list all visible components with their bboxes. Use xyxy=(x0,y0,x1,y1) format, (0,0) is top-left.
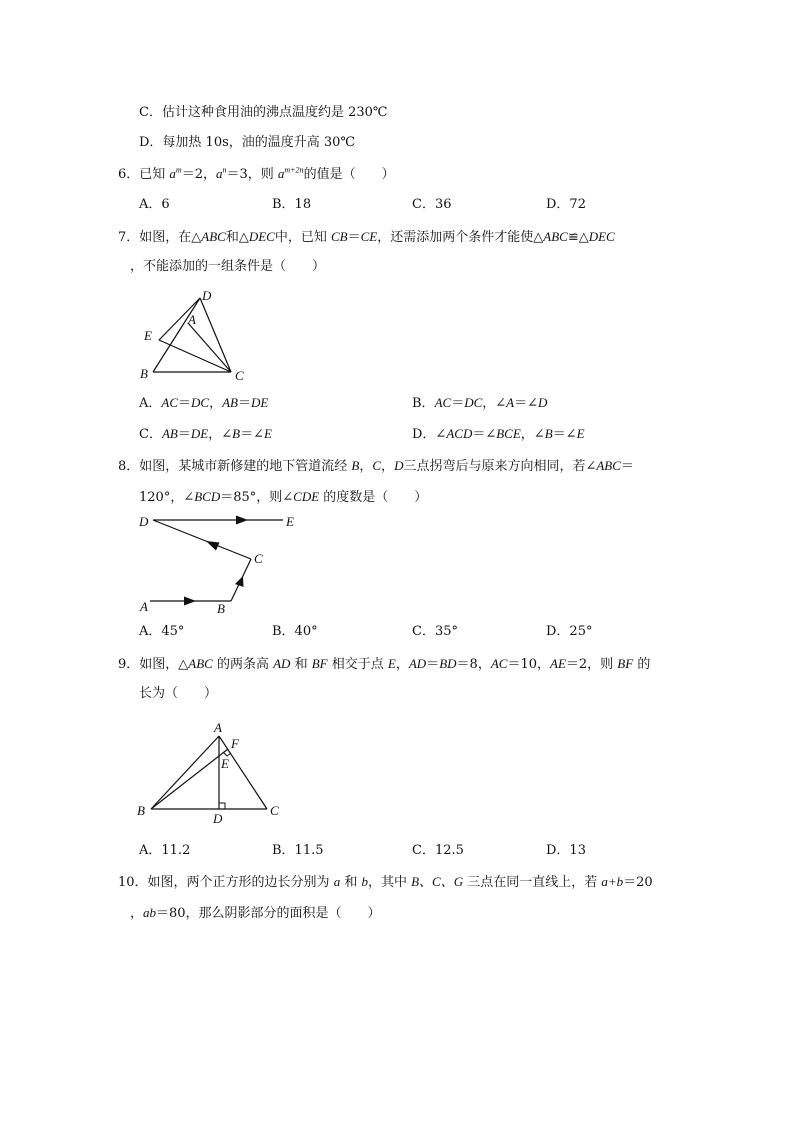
q9-seg-ab xyxy=(151,736,219,809)
q7-label-d: D xyxy=(202,288,212,303)
q9-label-c: C xyxy=(270,803,279,818)
q6-option-c: C．36 xyxy=(412,197,452,212)
q7-option-b: B．AC＝DC，∠A＝∠D xyxy=(412,395,548,411)
q8-label-c: C xyxy=(254,551,263,566)
q6-stem: 6．已知 $a^m=2$，$a^n=3$，则 $a^{m+2n}$的值是（ ） xyxy=(118,165,395,182)
q8-label-e: E xyxy=(286,514,294,529)
q8-option-b: B．40° xyxy=(272,624,318,639)
q9-label-b: B xyxy=(137,803,145,818)
q9-stem-line1: 9．如图，△ABC 的两条高 AD 和 BF 相交于点 E，AD＝BD＝8，AC＝10，AE＝2，则 BF 的 xyxy=(118,656,651,672)
q6-option-a: A．6 xyxy=(139,197,170,212)
q7-stem-line1: 7．如图，在△ABC和△DEC中，已知 CB＝CE，还需添加两个条件才能使△ABC≌△DEC xyxy=(118,229,615,245)
q8-option-d: D．25° xyxy=(546,624,593,639)
q9-option-d: D．13 xyxy=(546,843,586,858)
q10-stem-line1: 10．如图，两个正方形的边长分别为 a 和 b，其中 B、C、G 三点在同一直线上，若 a+b＝20 xyxy=(118,874,653,890)
q9-option-c: C．12.5 xyxy=(412,843,464,858)
q9-label-a: A xyxy=(214,720,222,735)
q9-label-f: F xyxy=(231,736,239,751)
q9-stem-line2: 长为（ ） xyxy=(139,686,218,701)
q9-option-b: B．11.5 xyxy=(272,843,324,858)
q7-label-e: E xyxy=(144,328,152,343)
q7-option-c: C．AB＝DE，∠B＝∠E xyxy=(139,426,272,442)
q5-option-d: D．每加热 10s，油的温度升高 30℃ xyxy=(139,135,355,150)
q9-right-angle-d xyxy=(219,803,225,809)
q8-label-b: B xyxy=(217,601,225,616)
q9-label-e: E xyxy=(221,756,229,771)
q9-seg-bf xyxy=(151,749,228,809)
q7-option-a: A．AC＝DC，AB＝DE xyxy=(139,395,269,411)
q7-label-a: A xyxy=(188,312,196,327)
q8-label-d: D xyxy=(139,514,149,529)
q9-seg-ac xyxy=(219,736,267,809)
q10-stem-line2: ，ab＝80，那么阴影部分的面积是（ ） xyxy=(130,905,381,921)
q9-label-d: D xyxy=(213,811,223,826)
q7-option-d: D．∠ACD＝∠BCE，∠B＝∠E xyxy=(412,426,585,442)
q7-label-c: C xyxy=(235,368,244,383)
q8-option-c: C．35° xyxy=(412,624,458,639)
q8-stem-line1: 8．如图，某城市新修建的地下管道流经 B，C，D三点拐弯后与原来方向相同，若∠ABC＝ xyxy=(118,458,634,474)
q5-option-c: C．估计这种食用油的沸点温度约是 230℃ xyxy=(139,105,388,120)
q7-label-b: B xyxy=(140,366,148,381)
q6-option-b: B．18 xyxy=(272,197,312,212)
q7-stem-line2: ，不能添加的一组条件是（ ） xyxy=(130,259,326,274)
q6-option-d: D．72 xyxy=(546,197,586,212)
q9-option-a: A．11.2 xyxy=(139,843,191,858)
q8-stem-line2: 120°，∠BCD＝85°，则∠CDE 的度数是（ ） xyxy=(139,489,428,505)
q8-label-a: A xyxy=(140,599,148,614)
q8-option-a: A．45° xyxy=(139,624,185,639)
